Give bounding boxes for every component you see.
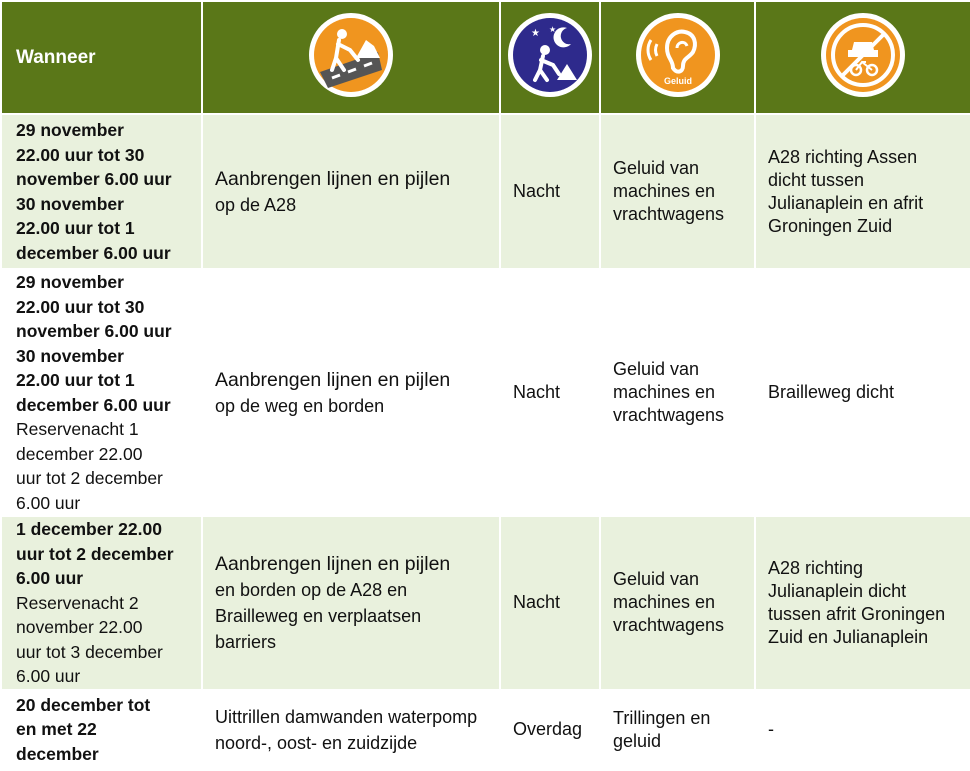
when-line: december 6.00 uur bbox=[16, 242, 171, 263]
hinder-cell: Geluid van machines en vrachtwagens bbox=[600, 269, 755, 516]
what-cell bbox=[202, 690, 500, 770]
when-line: 29 november bbox=[16, 272, 124, 292]
table-row bbox=[1, 114, 970, 269]
roadwork-icon bbox=[306, 10, 396, 100]
when-line: 30 november bbox=[16, 193, 124, 214]
when-line: 6.00 uur bbox=[16, 568, 84, 588]
when-line: en met 22 bbox=[16, 719, 97, 740]
svg-text:Geluid: Geluid bbox=[663, 76, 692, 86]
when-line: december 6.00 uur bbox=[16, 394, 171, 415]
when-line: 6.00 uur bbox=[16, 666, 81, 686]
svg-text:★: ★ bbox=[549, 25, 557, 34]
traffic-cell: A28 richting Assen dicht tussen Julianaplein en afrit Groningen Zuid bbox=[755, 114, 970, 269]
traffic-cell: - bbox=[755, 690, 970, 770]
night-work-icon bbox=[505, 10, 595, 100]
when-line: 22.00 uur tot 30 bbox=[16, 144, 145, 165]
hinder-cell: Geluid van machines en vrachtwagens bbox=[600, 114, 755, 269]
period-cell: Overdag bbox=[500, 690, 600, 770]
wanneer-header: Wanneer bbox=[1, 1, 202, 114]
when-line: 29 november bbox=[16, 120, 124, 140]
svg-text:★: ★ bbox=[531, 28, 540, 39]
night-work-icon-cell bbox=[500, 1, 600, 114]
traffic-cell: Brailleweg dicht bbox=[755, 269, 970, 516]
period-cell: Nacht bbox=[500, 114, 600, 269]
what-main: Aanbrengen lijnen en pijlen bbox=[215, 167, 451, 190]
roadwork-icon-cell bbox=[202, 1, 500, 114]
table-row bbox=[1, 690, 970, 770]
when-line: december bbox=[16, 743, 99, 764]
when-line: november 22.00 bbox=[16, 617, 143, 637]
when-cell bbox=[1, 516, 202, 690]
period-cell: Nacht bbox=[500, 516, 600, 690]
when-line: 22.00 uur tot 30 bbox=[16, 296, 145, 317]
no-traffic-icon bbox=[818, 10, 908, 100]
table-row bbox=[1, 516, 970, 690]
what-main: Aanbrengen lijnen en pijlen bbox=[215, 368, 451, 391]
when-line: november 6.00 uur bbox=[16, 169, 172, 189]
when-line: 22.00 uur tot 1 bbox=[16, 370, 135, 390]
when-line: Reservenacht 1 bbox=[16, 419, 139, 439]
when-line: november 6.00 uur bbox=[16, 321, 172, 341]
period-cell: Nacht bbox=[500, 269, 600, 516]
when-cell bbox=[1, 690, 202, 770]
what-main: Aanbrengen lijnen en pijlen bbox=[215, 552, 451, 575]
what-rest: op de A28 bbox=[215, 194, 297, 215]
when-line: uur tot 3 december bbox=[16, 641, 163, 662]
when-line: uur tot 2 december bbox=[16, 468, 163, 488]
traffic-cell: A28 richting Julianaplein dicht tussen afrit Groningen Zuid en Julianaplein bbox=[755, 516, 970, 690]
when-line: 20 december tot bbox=[16, 694, 151, 715]
when-cell bbox=[1, 114, 202, 269]
when-line: 22.00 uur tot 1 bbox=[16, 218, 135, 238]
what-cell bbox=[202, 516, 500, 690]
noise-icon-cell bbox=[600, 1, 755, 114]
when-line: december 22.00 bbox=[16, 443, 143, 464]
when-line: 1 december 22.00 bbox=[16, 519, 162, 539]
hinder-cell: Trillingen en geluid bbox=[600, 690, 755, 770]
table-row bbox=[1, 269, 970, 516]
no-traffic-icon-cell bbox=[755, 1, 970, 114]
when-line: uur tot 2 december bbox=[16, 543, 174, 564]
hinder-cell: Geluid van machines en vrachtwagens bbox=[600, 516, 755, 690]
what-cell bbox=[202, 269, 500, 516]
what-cell bbox=[202, 114, 500, 269]
what-rest: en borden op de A28 en Brailleweg en verplaatsen barriers bbox=[215, 579, 422, 652]
what-rest: op de weg en borden bbox=[215, 395, 385, 416]
what-rest: Uittrillen damwanden waterpomp noord-, oost- en zuidzijde bbox=[215, 706, 478, 753]
when-line: 30 november bbox=[16, 345, 124, 366]
noise-icon bbox=[633, 10, 723, 100]
when-line: 6.00 uur bbox=[16, 492, 81, 513]
when-cell bbox=[1, 269, 202, 516]
when-line: Reservenacht 2 bbox=[16, 592, 139, 613]
header-row bbox=[1, 1, 970, 114]
